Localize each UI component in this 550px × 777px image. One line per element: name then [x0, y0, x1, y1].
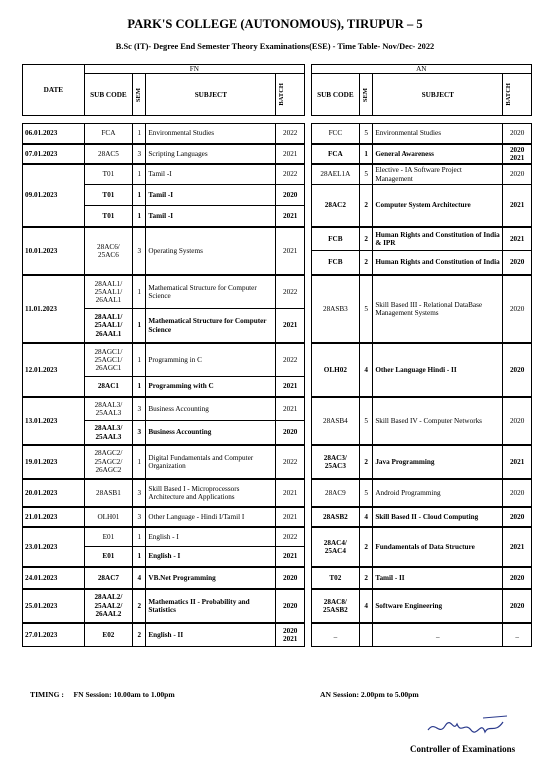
- an-subject: Human Rights and Constitution of India & IPR: [373, 227, 503, 251]
- fn-subcode-header: SUB CODE: [84, 74, 132, 116]
- an-sub-code: 28AC9: [311, 479, 359, 507]
- table-row: [23, 507, 532, 527]
- table-row: [23, 124, 532, 144]
- an-sub-code: FCA: [311, 144, 359, 164]
- an-batch: 2021: [503, 445, 532, 479]
- fn-sub-code: 28AGC1/ 25AGC1/ 26AGC1: [84, 343, 132, 377]
- fn-sem: 2: [133, 623, 146, 647]
- fn-sub-code: 28AAL3/ 25AAL3: [84, 397, 132, 421]
- fn-batch: 2022: [276, 124, 305, 144]
- fn-subject: VB.Net Programming: [146, 567, 276, 589]
- an-batch: 2020: [503, 567, 532, 589]
- an-batch: 2021: [503, 185, 532, 227]
- college-title: PARK'S COLLEGE (AUTONOMOUS), TIRUPUR – 5: [127, 17, 423, 31]
- an-sub-code: 28AC4/ 25AC4: [311, 527, 359, 567]
- an-sem: 1: [360, 144, 373, 164]
- fn-subject: Operating Systems: [146, 227, 276, 275]
- an-subject: Computer System Architecture: [373, 185, 503, 227]
- an-subject-header: SUBJECT: [373, 74, 503, 116]
- an-sub-code: 28AC2: [311, 185, 359, 227]
- fn-sem: 1: [133, 206, 146, 227]
- an-batch: 2020: [503, 275, 532, 343]
- an-batch: 2020: [503, 507, 532, 527]
- an-subject: Skill Based IV - Computer Networks: [373, 397, 503, 445]
- an-sem: 4: [360, 343, 373, 397]
- table-row: [23, 623, 532, 647]
- exam-date: 19.01.2023: [23, 445, 85, 479]
- fn-subject: Mathematical Structure for Computer Science: [146, 275, 276, 309]
- an-sub-code: 28AC8/ 25ASB2: [311, 589, 359, 623]
- table-row: [23, 164, 532, 185]
- an-batch: 2020: [503, 343, 532, 397]
- exam-subtitle: B.Sc (IT)- Degree End Semester Theory Examinations(ESE) - Time Table- Nov/Dec- 2022: [115, 42, 435, 51]
- fn-sem: 3: [133, 144, 146, 164]
- fn-sem: 3: [133, 479, 146, 507]
- fn-sub-code: 28AC7: [84, 567, 132, 589]
- fn-sub-code: 28AAL1/ 25AAL1/ 26AAL1: [84, 309, 132, 343]
- fn-sub-code: 28AAL2/ 25AAL2/ 26AAL2: [84, 589, 132, 623]
- fn-batch: 2021: [276, 547, 305, 567]
- fn-subject: Tamil -I: [146, 206, 276, 227]
- fn-subject: Digital Fundamentals and Computer Organization: [146, 445, 276, 479]
- table-row: [23, 445, 532, 479]
- an-batch: 2020: [503, 251, 532, 275]
- fn-subject: Business Accounting: [146, 397, 276, 421]
- fn-sub-code: 28ASB1: [84, 479, 132, 507]
- an-subject: Java Programming: [373, 445, 503, 479]
- fn-sem: 1: [133, 445, 146, 479]
- fn-subject: Programming in C: [146, 343, 276, 377]
- fn-batch: 2022: [276, 275, 305, 309]
- an-subcode-header: SUB CODE: [311, 74, 359, 116]
- an-session-time: AN Session: 2.00pm to 5.00pm: [320, 690, 419, 699]
- an-sem: 4: [360, 507, 373, 527]
- signature-image: [423, 712, 513, 742]
- fn-sem: 4: [133, 567, 146, 589]
- an-sub-code: FCB: [311, 227, 359, 251]
- table-row: [23, 227, 532, 251]
- fn-sem: 1: [133, 527, 146, 547]
- an-sem: 2: [360, 567, 373, 589]
- fn-batch: 2021: [276, 309, 305, 343]
- fn-subject: Skill Based I - Microprocessors Architecture and Applications: [146, 479, 276, 507]
- fn-sub-code: E01: [84, 527, 132, 547]
- an-subject: Environmental Studies: [373, 124, 503, 144]
- an-subject: Software Engineering: [373, 589, 503, 623]
- fn-sub-code: T01: [84, 185, 132, 206]
- an-sem: 2: [360, 185, 373, 227]
- fn-sub-code: OLH01: [84, 507, 132, 527]
- fn-sub-code: 28AC1: [84, 377, 132, 397]
- exam-date: 10.01.2023: [23, 227, 85, 275]
- fn-subject: Programming with C: [146, 377, 276, 397]
- an-sem: 5: [360, 275, 373, 343]
- an-sub-code: 28ASB3: [311, 275, 359, 343]
- column-header-row: [23, 74, 532, 116]
- fn-batch: 2022: [276, 164, 305, 185]
- fn-sub-code: E01: [84, 547, 132, 567]
- fn-batch: 2021: [276, 479, 305, 507]
- an-subject: _: [373, 623, 503, 647]
- fn-sem: 2: [133, 589, 146, 623]
- an-batch: 2020: [503, 164, 532, 185]
- fn-subject: Tamil -I: [146, 185, 276, 206]
- an-subject: Skill Based II - Cloud Computing: [373, 507, 503, 527]
- fn-sem: 1: [133, 185, 146, 206]
- fn-batch: 2021: [276, 377, 305, 397]
- exam-date: 11.01.2023: [23, 275, 85, 343]
- exam-date: 09.01.2023: [23, 164, 85, 227]
- fn-batch: 2022: [276, 527, 305, 547]
- an-subject: Fundamentals of Data Structure: [373, 527, 503, 567]
- fn-sem: 3: [133, 507, 146, 527]
- table-row: [23, 479, 532, 507]
- fn-sem: 1: [133, 343, 146, 377]
- exam-date: 07.01.2023: [23, 144, 85, 164]
- fn-batch: 2020: [276, 567, 305, 589]
- exam-date: 25.01.2023: [23, 589, 85, 623]
- an-sub-code: FCB: [311, 251, 359, 275]
- fn-subject: Business Accounting: [146, 421, 276, 445]
- fn-subject: English - II: [146, 623, 276, 647]
- exam-date: 23.01.2023: [23, 527, 85, 567]
- fn-batch: 2020: [276, 589, 305, 623]
- an-sem: 5: [360, 164, 373, 185]
- fn-sub-code: T01: [84, 206, 132, 227]
- fn-batch: 2021: [276, 144, 305, 164]
- fn-batch: 2021: [276, 507, 305, 527]
- an-sem: 2: [360, 227, 373, 251]
- an-subject: General Awareness: [373, 144, 503, 164]
- fn-batch-header: BATCH: [278, 83, 286, 107]
- exam-date: 13.01.2023: [23, 397, 85, 445]
- timing-note: [30, 690, 175, 699]
- an-sub-code: 28AC3/ 25AC3: [311, 445, 359, 479]
- fn-subject-header: SUBJECT: [146, 74, 276, 116]
- table-row: [23, 185, 532, 206]
- fn-sub-code: E02: [84, 623, 132, 647]
- an-sem: 5: [360, 397, 373, 445]
- an-batch-header: BATCH: [505, 83, 513, 107]
- an-sub-code: 28ASB4: [311, 397, 359, 445]
- fn-sem: 1: [133, 275, 146, 309]
- session-header-row: [23, 65, 532, 74]
- table-row: [23, 275, 532, 309]
- an-batch: 2021: [503, 527, 532, 567]
- fn-subject: Tamil -I: [146, 164, 276, 185]
- table-row: [23, 567, 532, 589]
- an-sub-code: T02: [311, 567, 359, 589]
- fn-sem: 1: [133, 164, 146, 185]
- exam-date: 27.01.2023: [23, 623, 85, 647]
- fn-sem: 1: [133, 547, 146, 567]
- an-batch: 2021: [503, 227, 532, 251]
- an-header: AN: [311, 65, 531, 74]
- fn-subject: Mathematics II - Probability and Statistics: [146, 589, 276, 623]
- table-row: [23, 343, 532, 377]
- fn-batch: 2021: [276, 227, 305, 275]
- an-subject: Android Programming: [373, 479, 503, 507]
- fn-batch: 2022: [276, 445, 305, 479]
- an-batch: 2020: [503, 589, 532, 623]
- fn-sub-code: 28AC6/ 25AC6: [84, 227, 132, 275]
- an-sub-code: 28AEL1A: [311, 164, 359, 185]
- an-batch: 2020: [503, 397, 532, 445]
- table-row: [23, 144, 532, 164]
- an-sub-code: 28ASB2: [311, 507, 359, 527]
- exam-date: 20.01.2023: [23, 479, 85, 507]
- an-subject: Human Rights and Constitution of India: [373, 251, 503, 275]
- an-sub-code: _: [311, 623, 359, 647]
- an-sem: 2: [360, 445, 373, 479]
- fn-sem: 1: [133, 124, 146, 144]
- an-subject: Other Language Hindi - II: [373, 343, 503, 397]
- an-sem: [360, 623, 373, 647]
- fn-session-time: FN Session: 10.00am to 1.00pm: [73, 690, 175, 699]
- an-sem: 4: [360, 589, 373, 623]
- fn-sub-code: 28AGC2/ 25AGC2/ 26AGC2: [84, 445, 132, 479]
- an-sub-code: FCC: [311, 124, 359, 144]
- fn-batch: 2020 2021: [276, 623, 305, 647]
- fn-subject: English - I: [146, 527, 276, 547]
- timetable: [22, 64, 532, 647]
- fn-batch: 2020: [276, 421, 305, 445]
- fn-batch: 2021: [276, 206, 305, 227]
- fn-subject: Environmental Studies: [146, 124, 276, 144]
- an-sem: 2: [360, 251, 373, 275]
- fn-sem: 1: [133, 377, 146, 397]
- table-row: [23, 397, 532, 421]
- fn-batch: 2020: [276, 185, 305, 206]
- fn-subject: Other Language - Hindi I/Tamil I: [146, 507, 276, 527]
- an-subject: Tamil - II: [373, 567, 503, 589]
- an-sem: 2: [360, 527, 373, 567]
- fn-sem: 1: [133, 309, 146, 343]
- an-batch: 2020: [503, 124, 532, 144]
- exam-date: 06.01.2023: [23, 124, 85, 144]
- an-sem: 5: [360, 124, 373, 144]
- fn-subject: Scripting Languages: [146, 144, 276, 164]
- an-sem-header: SEM: [362, 87, 370, 102]
- fn-sub-code: 28AC5: [84, 144, 132, 164]
- fn-sem-header: SEM: [135, 87, 143, 102]
- fn-sub-code: 28AAL3/ 25AAL3: [84, 421, 132, 445]
- fn-batch: 2022: [276, 343, 305, 377]
- fn-sub-code: T01: [84, 164, 132, 185]
- an-batch: 2020 2021: [503, 144, 532, 164]
- fn-sub-code: FCA: [84, 124, 132, 144]
- exam-date: 21.01.2023: [23, 507, 85, 527]
- controller-of-examinations: Controller of Examinations: [410, 744, 516, 754]
- exam-date: 12.01.2023: [23, 343, 85, 397]
- exam-date: 24.01.2023: [23, 567, 85, 589]
- table-row: [23, 589, 532, 623]
- fn-header: FN: [84, 65, 304, 74]
- an-batch: 2020: [503, 479, 532, 507]
- table-row: [23, 527, 532, 547]
- fn-sem: 3: [133, 227, 146, 275]
- fn-sem: 3: [133, 421, 146, 445]
- an-batch: _: [503, 623, 532, 647]
- an-sub-code: OLH02: [311, 343, 359, 397]
- an-sem: 5: [360, 479, 373, 507]
- fn-subject: English - I: [146, 547, 276, 567]
- timing-label: TIMING :: [30, 690, 64, 699]
- an-subject: Elective - IA Software Project Management: [373, 164, 503, 185]
- an-subject: Skill Based III - Relational DataBase Management Systems: [373, 275, 503, 343]
- fn-sub-code: 28AAL1/ 25AAL1/ 26AAL1: [84, 275, 132, 309]
- date-header: DATE: [23, 65, 85, 116]
- fn-subject: Mathematical Structure for Computer Science: [146, 309, 276, 343]
- fn-sem: 3: [133, 397, 146, 421]
- fn-batch: 2021: [276, 397, 305, 421]
